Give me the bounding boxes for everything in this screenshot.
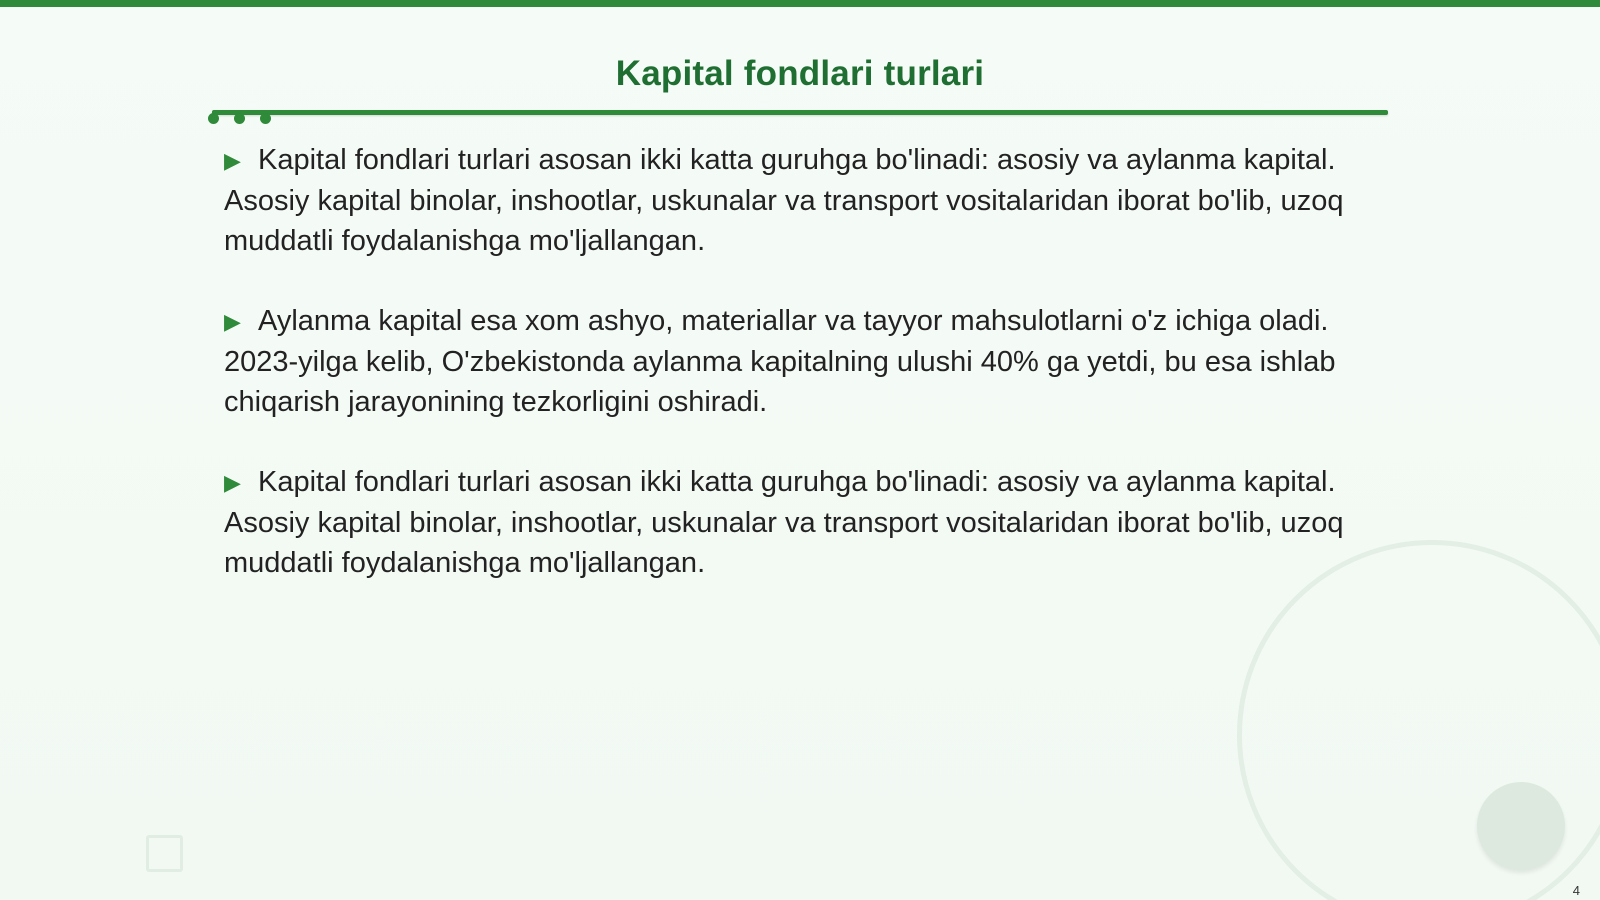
title-underline — [212, 110, 1388, 115]
bullet-item — [224, 462, 1384, 583]
triangle-bullet-icon: ▶ — [224, 309, 241, 334]
bullet-text: Kapital fondlari turlari asosan ikki katta guruhga bo'linadi: asosiy va aylanma kapital. Asosiy kapital binolar, inshootlar, uskunalar va transport vositalaridan iborat bo'lib, uzoq muddatli foydalanishga mo'ljallangan. — [224, 144, 1344, 257]
decorative-square — [146, 835, 183, 872]
decorative-circle — [1477, 782, 1565, 870]
decorative-dot — [208, 113, 219, 124]
bullet-item — [224, 140, 1384, 261]
bullet-item — [224, 301, 1384, 422]
bullet-text: Aylanma kapital esa xom ashyo, materiallar va tayyor mahsulotlarni o'z ichiga oladi. 2023-yilga kelib, O'zbekistonda aylanma kapitalning ulushi 40% ga yetdi, bu esa ishlab chiqarish jarayonining tezkorligini oshiradi. — [224, 305, 1336, 418]
top-accent-bar — [0, 0, 1600, 7]
bullet-list — [224, 140, 1384, 623]
slide-title: Kapital fondlari turlari — [615, 54, 985, 93]
decorative-dot — [260, 113, 271, 124]
bullet-text: Kapital fondlari turlari asosan ikki katta guruhga bo'linadi: asosiy va aylanma kapital. Asosiy kapital binolar, inshootlar, uskunalar va transport vositalaridan iborat bo'lib, uzoq muddatli foydalanishga mo'ljallangan. — [224, 466, 1344, 579]
triangle-bullet-icon: ▶ — [224, 148, 241, 173]
triangle-bullet-icon: ▶ — [224, 470, 241, 495]
page-number: 4 — [1572, 883, 1580, 898]
decorative-dot — [234, 113, 245, 124]
